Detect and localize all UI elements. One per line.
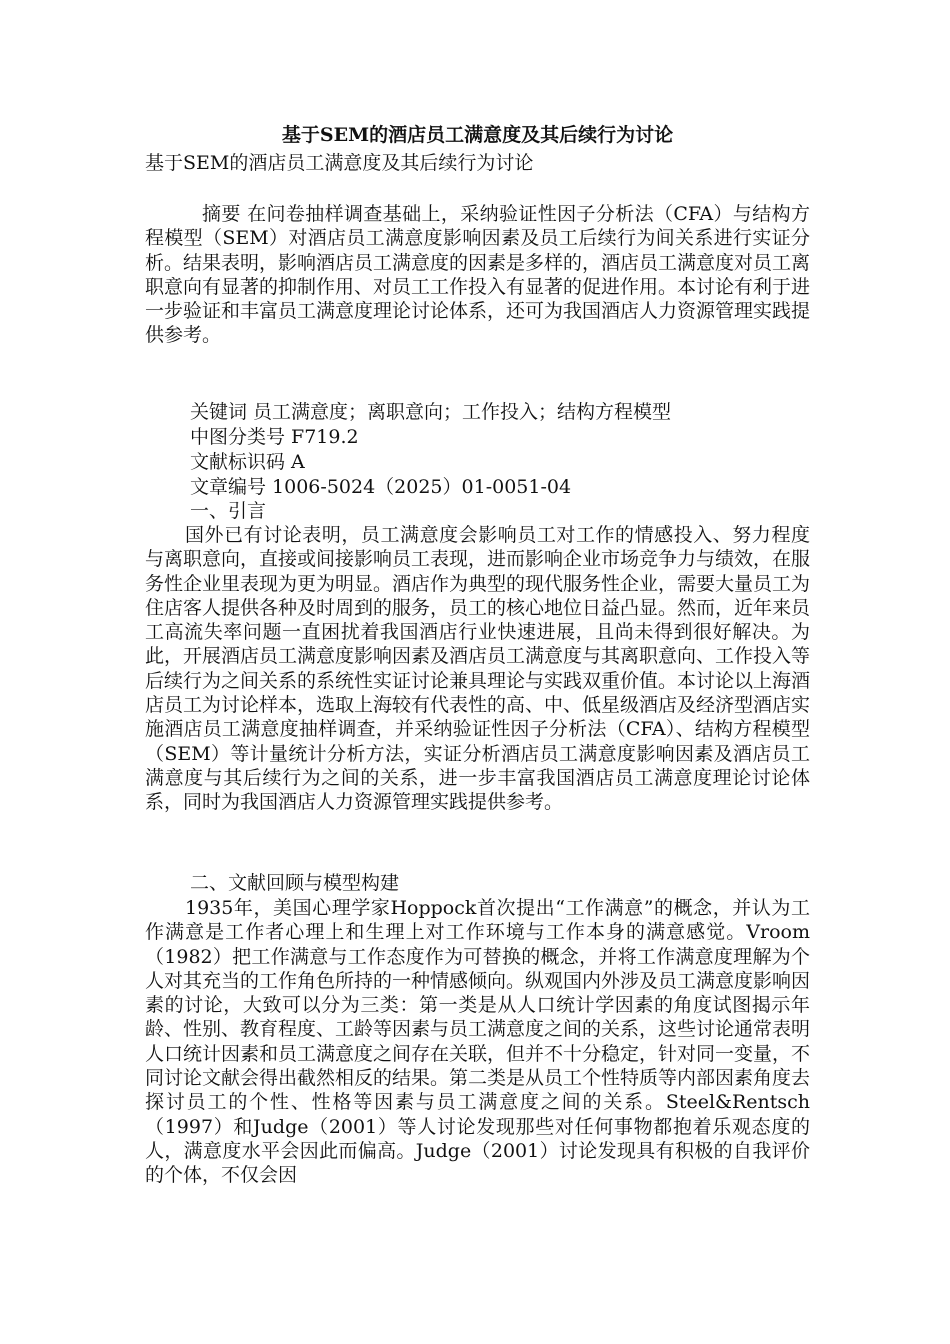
document-title: 基于SEM的酒店员工满意度及其后续行为讨论 [281,124,674,146]
document-code-line: 文献标识码 A [190,451,305,473]
introduction-paragraph: 国外已有讨论表明，员工满意度会影响员工对工作的情感投入、努力程度与离职意向，直接或间接影响员工表现，进而影响企业市场竞争力与绩效，在服务性企业里表现为更为明显。酒店作为典型的现代服务性企业，需要大量员工为住店客人提供各种及时周到的服务，员工的核心地位日益凸显。然而，近年来员工高流失率问题一直困扰着我国酒店行业快速进展，且尚未得到很好解决。为此，开展酒店员工满意度影响因素及酒店员工满意度与其离职意向、工作投入等后续行为之间关系的系统性实证讨论兼具理论与实践双重价值。本讨论以上海酒店员工为讨论样本，选取上海较有代表性的高、中、低星级酒店及经济型酒店实施酒店员工满意度抽样调查，并采纳验证性因子分析法（CFA）、结构方程模型（SEM）等计量统计分析方法，实证分析酒店员工满意度影响因素及酒店员工满意度与其后续行为之间的关系，进一步丰富我国酒店员工满意度理论讨论体系，同时为我国酒店人力资源管理实践提供参考。 [145,524,811,814]
classification-line: 中图分类号 F719.2 [190,426,359,448]
section-heading-literature-review: 二、文献回顾与模型构建 [190,872,400,894]
abstract-paragraph: 摘要 在问卷抽样调查基础上，采纳验证性因子分析法（CFA）与结构方程模型（SEM）对酒店员工满意度影响因素及员工后续行为间关系进行实证分析。结果表明，影响酒店员工满意度的因素是多样的，酒店员工满意度对员工离职意向有显著的抑制作用、对员工工作投入有显著的促进作用。本讨论有利于进一步验证和丰富员工满意度理论讨论体系，还可为我国酒店人力资源管理实践提供参考。 [145,203,811,347]
section-heading-introduction: 一、引言 [190,500,267,522]
literature-review-paragraph: 1935年，美国心理学家Hoppock首次提出“工作满意”的概念，并认为工作满意是工作者心理上和生理上对工作环境与工作本身的满意感觉。Vroom（1982）把工作满意与工作态度作为可替换的概念，并将工作满意度理解为个人对其充当的工作角色所持的一种情感倾向。纵观国内外涉及员工满意度影响因素的讨论，大致可以分为三类：第一类是从人口统计学因素的角度试图揭示年龄、性别、教育程度、工龄等因素与员工满意度之间的关系，这些讨论通常表明人口统计因素和员工满意度之间存在关联，但并不十分稳定，针对同一变量，不同讨论文献会得出截然相反的结果。第二类是从员工个性特质等内部因素角度去探讨员工的个性、性格等因素与员工满意度之间的关系。Steel&Rentsch（1997）和Judge（2001）等人讨论发现那些对任何事物都抱着乐观态度的人，满意度水平会因此而偏高。Judge（2001）讨论发现具有积极的自我评价的个体，不仅会因 [145,897,811,1187]
document-subtitle: 基于SEM的酒店员工满意度及其后续行为讨论 [145,152,534,174]
keywords-line: 关键词 员工满意度；离职意向；工作投入；结构方程模型 [190,401,672,423]
article-number-line: 文章编号 1006-5024（2025）01-0051-04 [190,476,572,498]
